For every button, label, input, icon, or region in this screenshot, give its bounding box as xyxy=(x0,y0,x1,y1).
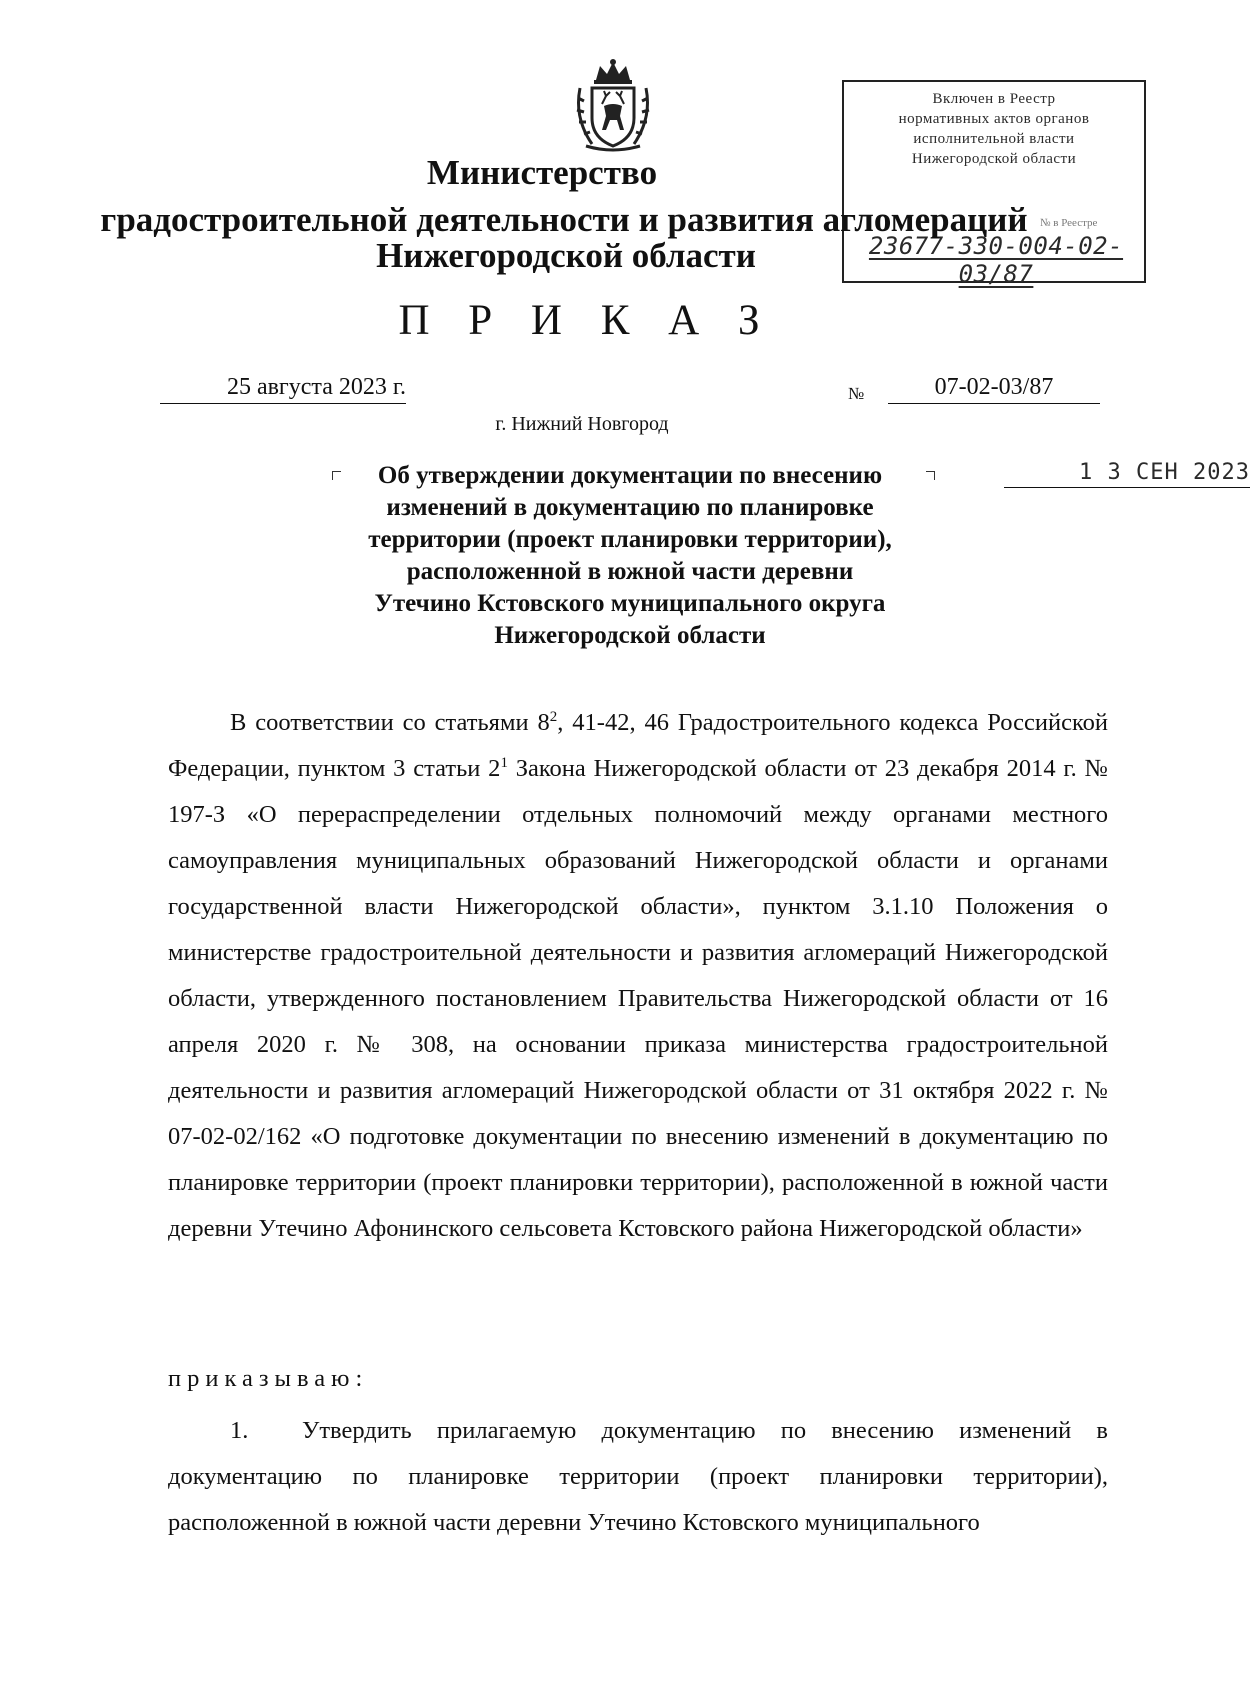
preamble-text-c: Закона Нижегородской области от 23 декабря 2014 г. № 197-З «О перераспределении отдельных полномочий между органами местного самоуправления муниципальных образований Нижегородской области и органами государственной власти Нижегородской области», пунктом 3.1.10 Положения о министерстве градостроительной деятельности и развития агломераций Нижегородской области, утвержденного постановлением Правительства Нижегородской области от 16 апреля 2020 г. № 308, на основании приказа министерства градостроительной деятельности и развития агломераций Нижегородской области от 31 октября 2022 г. № 07-02-02/162 «О подготовке документации по внесению изменений в документацию по планировке территории (проект планировки территории), расположенной в южной части деревни Утечино Афонинского сельсовета Кстовского района Нижегородской области» xyxy=(168,755,1108,1242)
title-line: территории (проект планировки территории), xyxy=(368,526,892,553)
title-line: изменений в документацию по планировке xyxy=(386,494,874,521)
superscript: 1 xyxy=(500,754,508,771)
preamble-text-a: В соответствии со статьями 8 xyxy=(230,709,550,736)
ministry-title-line2: градостроительной деятельности и развития агломераций xyxy=(100,200,1028,239)
document-type-heading: П Р И К А З xyxy=(398,297,774,344)
stamp-line: Нижегородской области xyxy=(911,151,1077,167)
order-title xyxy=(340,460,920,652)
coat-of-arms-emblem xyxy=(572,58,654,154)
title-line: расположенной в южной части деревни xyxy=(406,558,854,585)
superscript: 2 xyxy=(549,708,558,725)
title-line: Об утверждении документации по внесению xyxy=(377,462,883,489)
stamp-line: Включен в Реестр xyxy=(932,91,1056,107)
item-text: Утвердить прилагаемую документацию по внесению изменений в документацию по планировке территории (проект планировки территории), расположенной в южной части деревни Утечино Кстовского муниципального xyxy=(168,1417,1108,1536)
order-number: 07-02-03/87 xyxy=(888,374,1100,404)
ministry-title-line1: Министерство xyxy=(426,153,658,192)
title-corner-right xyxy=(926,471,935,480)
title-line: Утечино Кстовского муниципального округа xyxy=(374,590,886,617)
stamp-line: нормативных актов органов xyxy=(898,111,1090,127)
order-date: 25 августа 2023 г. xyxy=(160,374,406,404)
decree-word: приказываю: xyxy=(168,1365,369,1392)
item-number: 1. xyxy=(230,1417,249,1444)
title-line: Нижегородской области xyxy=(494,622,766,649)
stamp-date: 1 3 СЕН 2023 xyxy=(1004,460,1250,488)
ministry-title-line3: Нижегородской области xyxy=(376,236,756,275)
preamble-text-b: , 41-42, 46 Градостроительного кодекса Российской Федерации, пунктом 3 статьи 2 xyxy=(168,709,1108,782)
order-city: г. Нижний Новгород xyxy=(495,413,669,435)
preamble-paragraph xyxy=(168,700,1108,1252)
stamp-registry-label: № в Реестре xyxy=(1040,217,1098,229)
stamp-registry-number: 23677-330-004-02-03/87 xyxy=(868,232,1124,288)
stamp-line: исполнительной власти xyxy=(913,131,1075,147)
number-sign: № xyxy=(848,384,865,403)
order-item-1 xyxy=(168,1408,1108,1546)
